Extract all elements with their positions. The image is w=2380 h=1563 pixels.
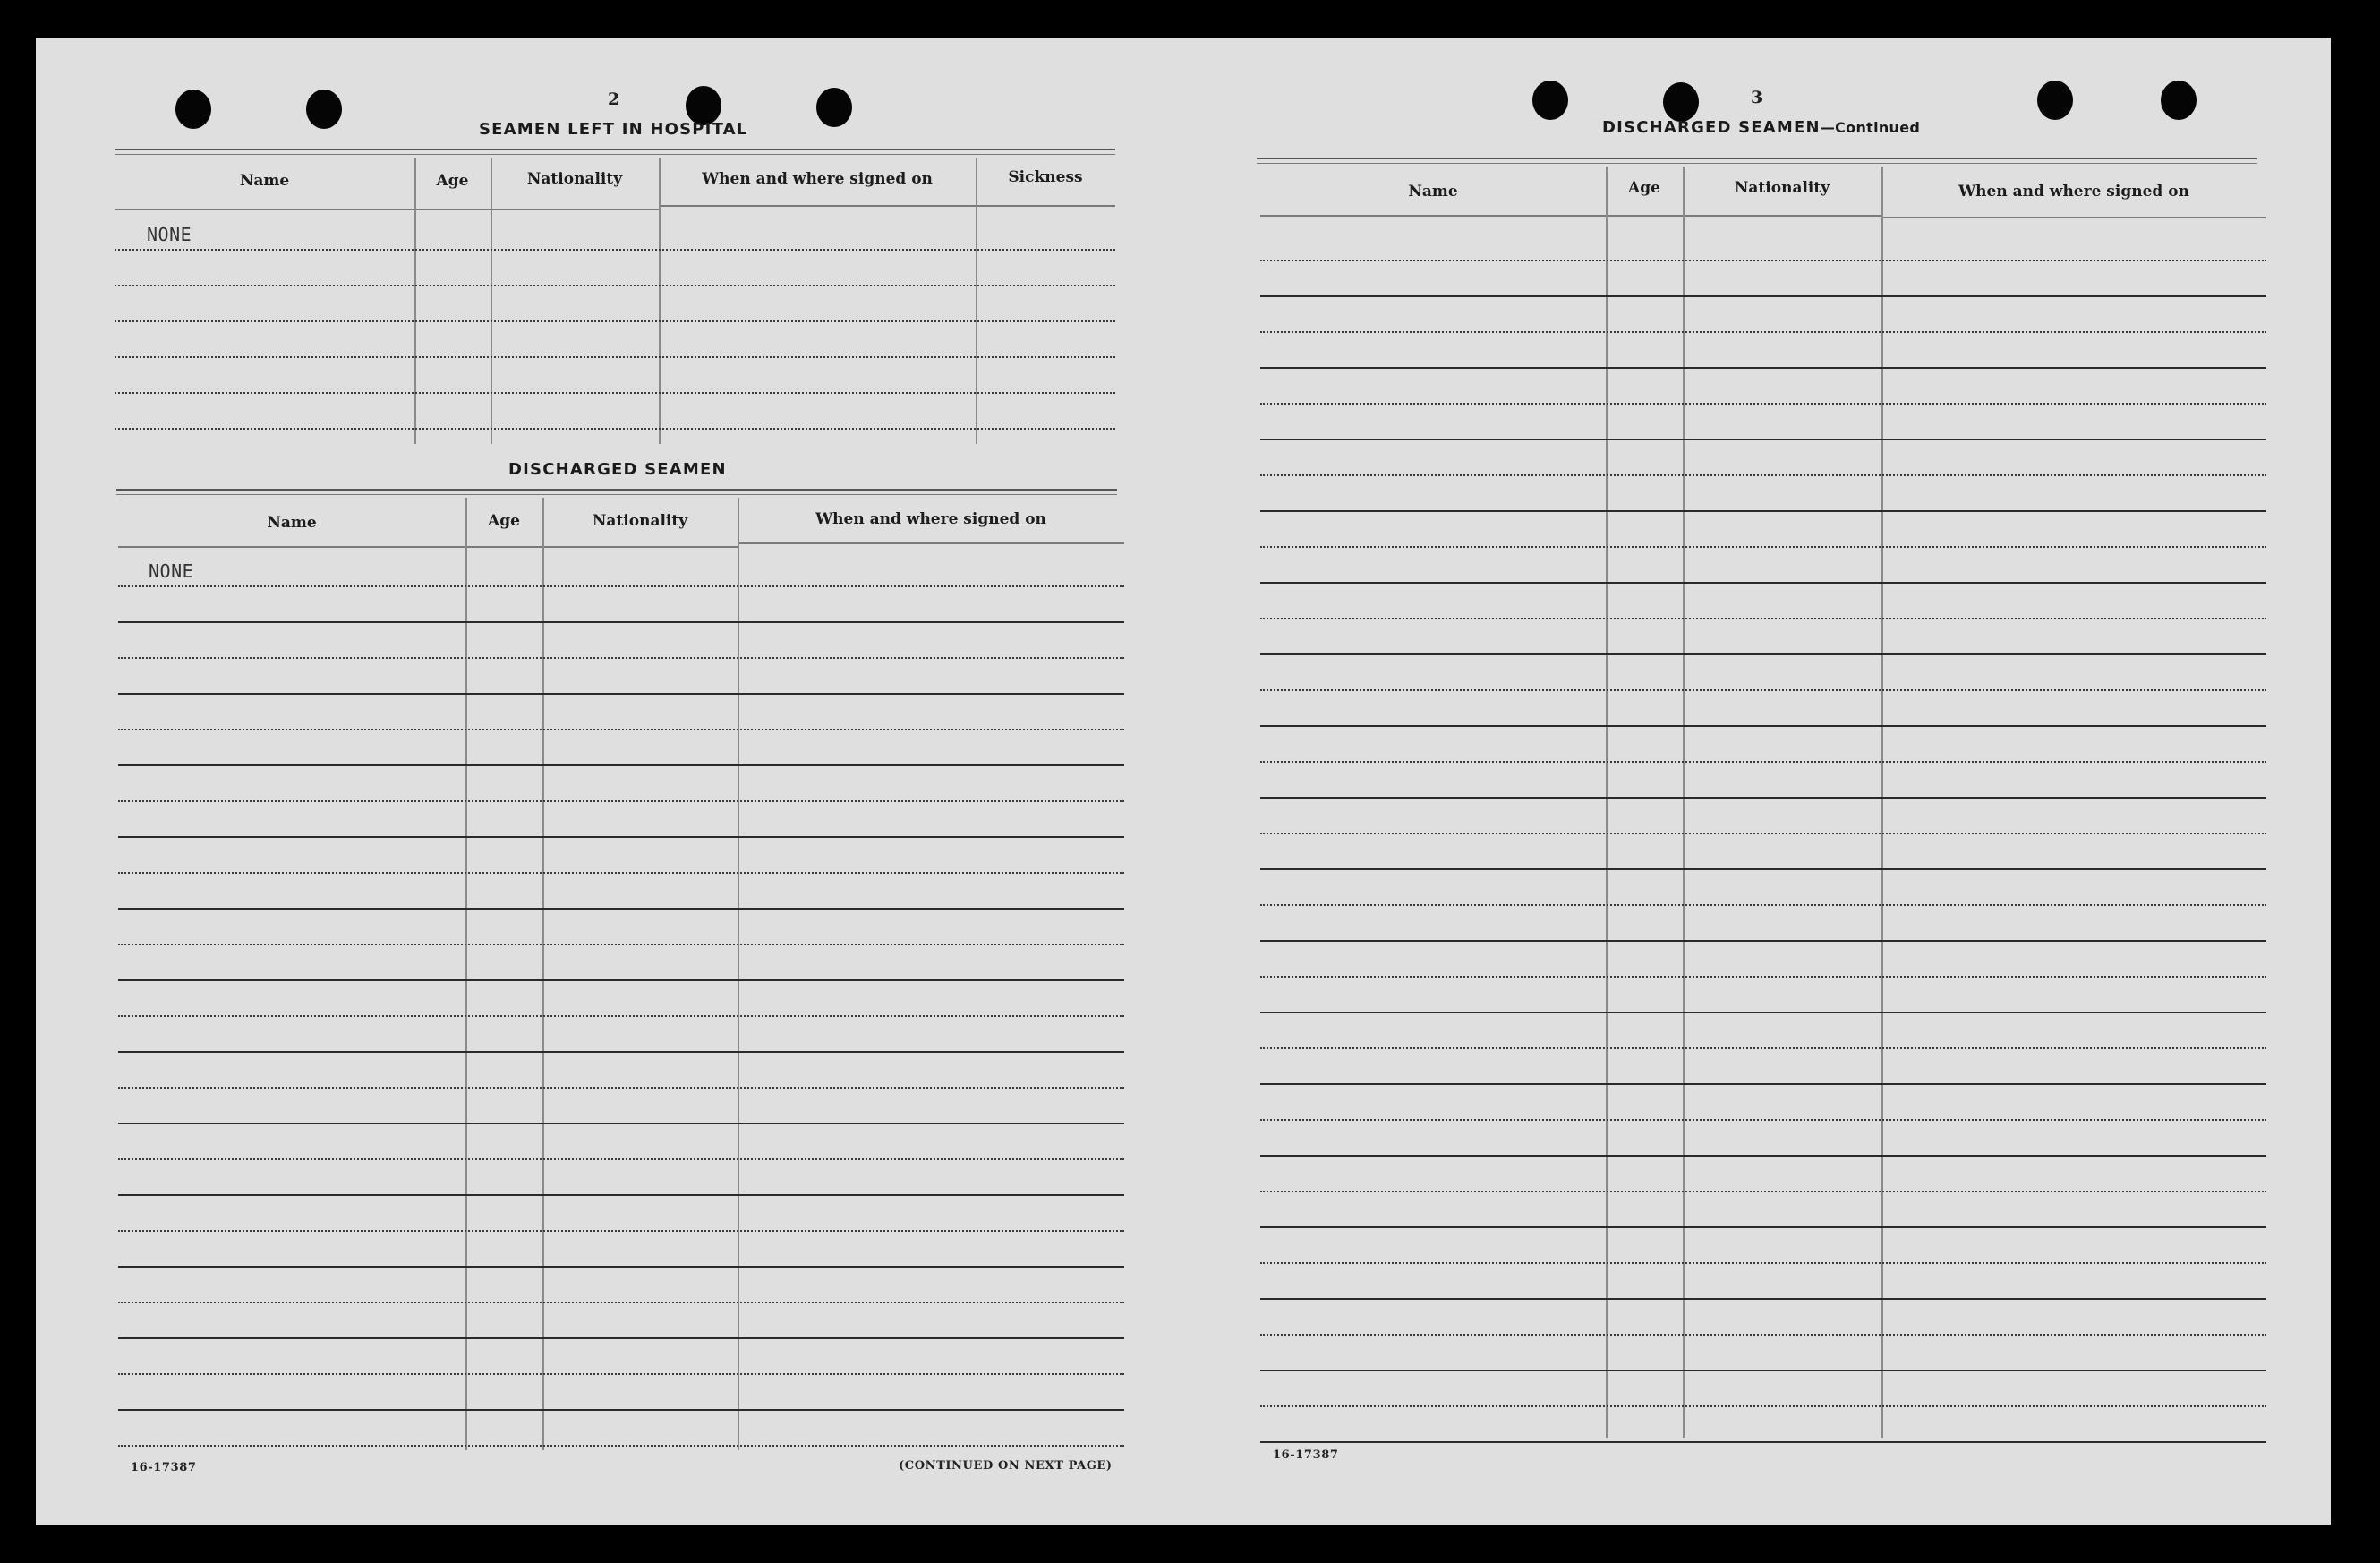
col-header-sickness: Sickness bbox=[1008, 168, 1083, 186]
col-header-age: Age bbox=[436, 172, 469, 190]
title-rule bbox=[115, 154, 1115, 155]
punch-hole bbox=[1532, 81, 1568, 120]
ruled-line bbox=[118, 1158, 1124, 1160]
ruled-line bbox=[1260, 1155, 2266, 1157]
punch-hole bbox=[2161, 81, 2197, 120]
discharged-title-suffix: —Continued bbox=[1820, 119, 1921, 136]
col-header-name: Name bbox=[239, 172, 290, 190]
punch-hole bbox=[306, 90, 342, 129]
ruled-line bbox=[1260, 474, 2266, 476]
title-rule bbox=[116, 494, 1117, 495]
ruled-line bbox=[1260, 331, 2266, 333]
ruled-line bbox=[118, 1015, 1124, 1017]
ruled-line bbox=[1260, 653, 2266, 655]
ruled-line bbox=[1260, 1441, 2266, 1443]
discharged-title-main: DISCHARGED SEAMEN bbox=[1602, 118, 1821, 137]
ruled-line bbox=[1260, 1191, 2266, 1192]
ruled-line bbox=[118, 621, 1124, 623]
ruled-line bbox=[1260, 904, 2266, 906]
ruled-line bbox=[118, 1266, 1124, 1268]
ruled-line bbox=[1260, 1262, 2266, 1264]
ruled-line bbox=[118, 1409, 1124, 1411]
ruled-line bbox=[118, 1123, 1124, 1124]
ruled-line bbox=[1260, 618, 2266, 619]
hospital-table bbox=[115, 158, 1115, 444]
ruled-line bbox=[118, 1337, 1124, 1339]
form-number-right: 16-17387 bbox=[1273, 1448, 1339, 1462]
col-header-age: Age bbox=[1628, 179, 1660, 197]
ruled-line bbox=[118, 836, 1124, 838]
title-rule bbox=[1257, 158, 2257, 159]
discharged-table-left bbox=[118, 498, 1124, 1450]
discharged-table-right bbox=[1260, 167, 2266, 1438]
ruled-line bbox=[1260, 1083, 2266, 1085]
ruled-line bbox=[1260, 403, 2266, 405]
punch-hole bbox=[2037, 81, 2073, 120]
ruled-line bbox=[1260, 260, 2266, 261]
ruled-line bbox=[118, 872, 1124, 874]
ruled-line bbox=[118, 1194, 1124, 1196]
ruled-line bbox=[118, 979, 1124, 981]
ruled-line bbox=[118, 585, 1124, 587]
title-rule bbox=[1257, 163, 2257, 164]
col-header-nationality: Nationality bbox=[592, 512, 688, 530]
col-header-nationality: Nationality bbox=[526, 170, 623, 188]
title-rule bbox=[116, 489, 1117, 491]
punch-hole bbox=[1663, 82, 1699, 122]
ruled-line bbox=[1260, 1226, 2266, 1228]
col-header-nationality: Nationality bbox=[1734, 179, 1830, 197]
punch-hole bbox=[175, 90, 211, 129]
punch-hole bbox=[816, 88, 852, 127]
ruled-line bbox=[118, 1230, 1124, 1232]
continued-note: (CONTINUED ON NEXT PAGE) bbox=[899, 1459, 1113, 1473]
ruled-line bbox=[118, 1302, 1124, 1303]
ruled-line bbox=[1260, 976, 2266, 978]
ruled-line bbox=[118, 729, 1124, 730]
ruled-line bbox=[1260, 797, 2266, 799]
hospital-entry: NONE bbox=[147, 224, 192, 245]
ruled-line bbox=[1260, 833, 2266, 834]
ruled-line bbox=[118, 657, 1124, 659]
col-header-signed-on: When and where signed on bbox=[815, 510, 1046, 528]
ruled-line bbox=[118, 908, 1124, 910]
ruled-line bbox=[1260, 1370, 2266, 1371]
col-header-signed-on: When and where signed on bbox=[1958, 183, 2189, 201]
ruled-line bbox=[118, 1087, 1124, 1089]
discharged-continued-title bbox=[1602, 118, 1920, 137]
col-header-signed-on: When and where signed on bbox=[702, 170, 933, 188]
ruled-line bbox=[1260, 546, 2266, 548]
page-number-right: 3 bbox=[1751, 88, 1763, 107]
discharged-entry: NONE bbox=[149, 560, 194, 582]
ruled-line bbox=[1260, 761, 2266, 763]
ruled-line bbox=[1260, 940, 2266, 942]
ruled-line bbox=[1260, 1012, 2266, 1013]
ruled-line bbox=[1260, 1405, 2266, 1407]
ruled-line bbox=[118, 764, 1124, 766]
col-header-age: Age bbox=[488, 512, 520, 530]
ruled-line bbox=[1260, 689, 2266, 691]
ruled-line bbox=[118, 1445, 1124, 1447]
ruled-line bbox=[118, 944, 1124, 945]
ruled-line bbox=[1260, 1119, 2266, 1121]
ruled-line bbox=[1260, 1298, 2266, 1300]
ruled-line bbox=[1260, 295, 2266, 297]
ruled-line bbox=[118, 693, 1124, 695]
ruled-line bbox=[118, 1373, 1124, 1375]
ruled-line bbox=[1260, 367, 2266, 369]
ruled-line bbox=[1260, 868, 2266, 870]
col-header-name: Name bbox=[267, 514, 317, 532]
ruled-line bbox=[118, 800, 1124, 802]
discharged-section-title: DISCHARGED SEAMEN bbox=[508, 460, 727, 479]
page-number-left: 2 bbox=[608, 90, 620, 109]
ruled-line bbox=[118, 1051, 1124, 1053]
col-header-name: Name bbox=[1408, 183, 1458, 201]
ruled-line bbox=[1260, 439, 2266, 440]
ruled-line bbox=[1260, 510, 2266, 512]
ruled-line bbox=[1260, 582, 2266, 584]
ruled-line bbox=[1260, 725, 2266, 727]
hospital-section-title: SEAMEN LEFT IN HOSPITAL bbox=[479, 120, 748, 139]
ruled-line bbox=[1260, 1047, 2266, 1049]
form-number-left: 16-17387 bbox=[131, 1461, 197, 1474]
title-rule bbox=[115, 149, 1115, 150]
ruled-line bbox=[1260, 1334, 2266, 1336]
